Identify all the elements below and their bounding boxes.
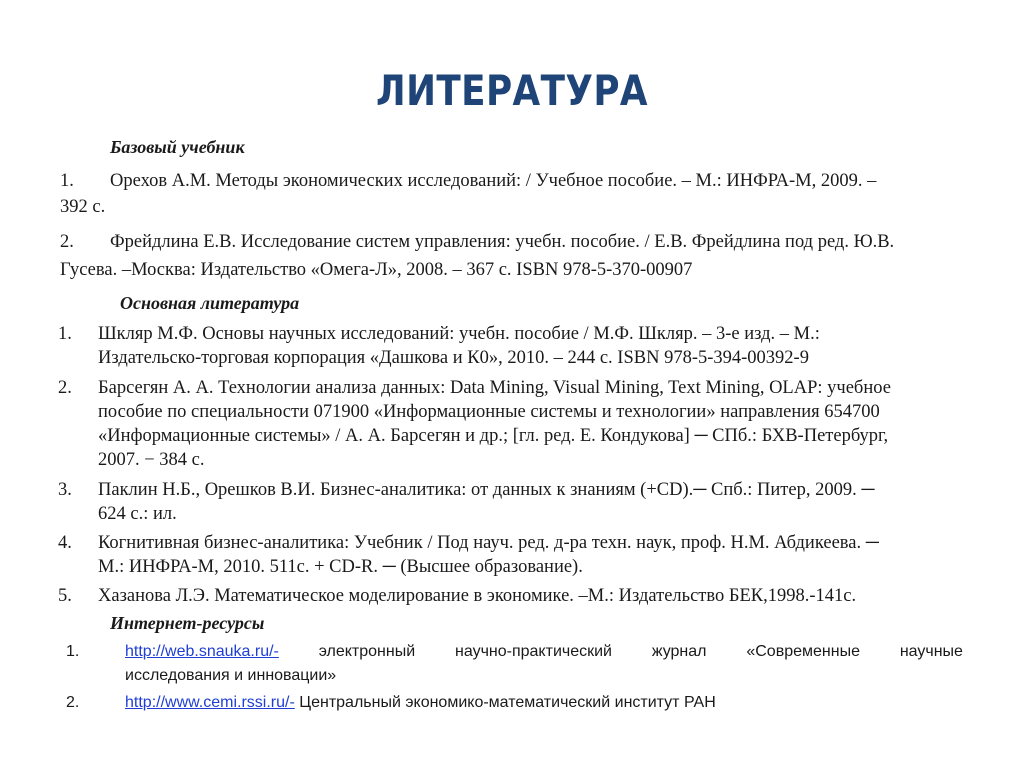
- item-text-line: Хазанова Л.Э. Математическое моделирование в экономике. –М.: Издательство БЕК,1998.-141с.: [98, 586, 857, 606]
- item-number: 1.: [58, 324, 72, 344]
- item-text-line: Издательско-торговая корпорация «Дашкова и К0», 2010. – 244 с. ISBN 978-5-394-00392-9: [98, 348, 809, 368]
- item-text-line: исследования и инновации»: [125, 667, 337, 684]
- item-text-line: [125, 643, 963, 661]
- word: «Современные: [746, 643, 860, 660]
- item-text-line: [125, 694, 716, 712]
- item-number: 2.: [66, 694, 80, 711]
- cemi-link[interactable]: http://www.cemi.rssi.ru/-: [125, 694, 295, 711]
- section-heading-main: Основная литература: [120, 293, 300, 313]
- item-text-line: Барсегян А. А. Технологии анализа данных: Data Mining, Visual Mining, Text Mining, OLAP: учебное: [98, 378, 891, 398]
- item-text-line: М.: ИНФРА-М, 2010. 511с. + CD-R. ─ (Высшее образование).: [98, 557, 583, 577]
- item-number: 3.: [58, 480, 72, 500]
- item-number: 2.: [58, 378, 72, 398]
- item-text-line: Фрейдлина Е.В. Исследование систем управления: учебн. пособие. / Е.В. Фрейдлина под ред. Ю.В.: [110, 232, 895, 252]
- link-description: Центральный экономико-математический институт РАН: [294, 694, 716, 711]
- word: научные: [899, 643, 963, 660]
- section-heading-basic: Базовый учебник: [110, 137, 245, 157]
- item-text-line: 2007. − 384 с.: [98, 450, 205, 470]
- snauka-link[interactable]: http://web.snauka.ru/-: [125, 643, 279, 660]
- item-number: 4.: [58, 533, 72, 553]
- item-text-line: 392 с.: [60, 197, 106, 217]
- item-text-line: «Информационные системы» / А. А. Барсегян и др.; [гл. ред. Е. Кондукова] ─ СПб.: БХВ-Петербург,: [98, 426, 889, 446]
- item-text-line: 624 с.: ил.: [98, 504, 177, 524]
- word: журнал: [651, 643, 707, 660]
- section-heading-internet: Интернет-ресурсы: [110, 613, 265, 633]
- item-text-line: пособие по специальности 071900 «Информационные системы и технологии» направления 654700: [98, 402, 880, 422]
- item-number: 5.: [58, 586, 72, 606]
- item-number: 1.: [60, 171, 74, 191]
- item-text-line: Шкляр М.Ф. Основы научных исследований: учебн. пособие / М.Ф. Шкляр. – 3-е изд. – М.:: [98, 324, 820, 344]
- item-text-line: Паклин Н.Б., Орешков В.И. Бизнес-аналитика: от данных к знаниям (+CD).─ Спб.: Питер, 2009. ─: [98, 480, 875, 500]
- word: научно-практический: [455, 643, 612, 660]
- item-number: 1.: [66, 643, 80, 660]
- word: электронный: [318, 643, 416, 660]
- page-title: ЛИТЕРАТУРА: [376, 66, 648, 115]
- item-text-line: Орехов А.М. Методы экономических исследований: / Учебное пособие. – М.: ИНФРА-М, 2009. –: [110, 171, 877, 191]
- item-text-line: Когнитивная бизнес-аналитика: Учебник / Под науч. ред. д-ра техн. наук, проф. Н.М. Абдикеева. ─: [98, 533, 879, 553]
- item-text-line: Гусева. –Москва: Издательство «Омега-Л», 2008. – 367 с. ISBN 978-5-370-00907: [60, 260, 693, 280]
- item-number: 2.: [60, 232, 74, 252]
